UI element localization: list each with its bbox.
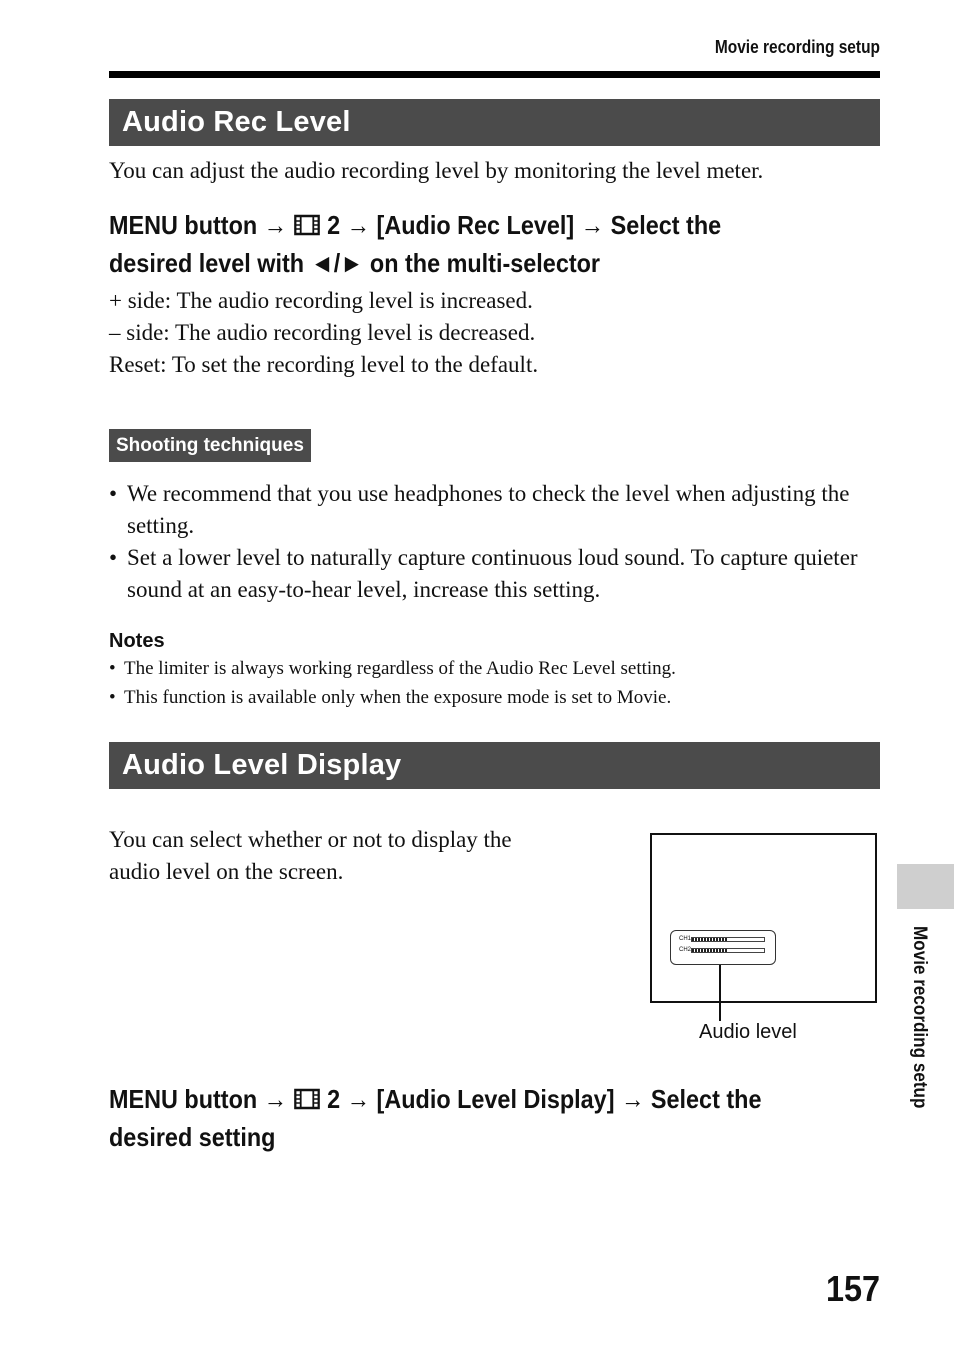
section-title-audio-rec-level: Audio Rec Level	[109, 99, 880, 146]
shooting-techniques-label: Shooting techniques	[109, 429, 311, 462]
procedure-action-continued: desired level with ◄/► on the multi-selector	[109, 248, 601, 278]
section1-intro: You can adjust the audio recording level by monitoring the level meter.	[109, 158, 764, 183]
list-item: • This function is available only when the exposure mode is set to Movie.	[109, 683, 889, 712]
channel1-label: CH1	[679, 936, 692, 942]
camera-screen-figure	[650, 833, 877, 1003]
list-item: • The limiter is always working regardless of the Audio Rec Level setting.	[109, 654, 889, 683]
section2-intro: You can select whether or not to display the audio level on the screen.	[109, 827, 512, 884]
channel2-meter-bar	[691, 948, 765, 953]
header-rule	[109, 71, 880, 78]
arrow-icon: →	[263, 210, 288, 240]
arrow-icon: →	[580, 210, 605, 240]
arrow-icon: →	[621, 1084, 645, 1114]
page-number: 157	[825, 1268, 880, 1309]
section-title-audio-level-display: Audio Level Display	[109, 742, 880, 789]
notes-label: Notes	[109, 630, 165, 652]
arrow-icon: →	[346, 1084, 371, 1114]
section1-procedure	[109, 208, 811, 281]
menu-number: 2	[327, 210, 341, 240]
techniques-list	[109, 478, 879, 606]
channel2-label: CH2	[679, 947, 692, 953]
menu-button-label: MENU button	[109, 210, 258, 240]
movie-menu-icon	[294, 211, 321, 246]
procedure-action: Select the	[610, 210, 722, 240]
chapter-side-label-text: Movie recording setup	[909, 926, 930, 1109]
section2-procedure	[109, 1082, 811, 1155]
channel1-meter-bar	[691, 937, 765, 942]
list-item: • We recommend that you use headphones to check the level when adjusting the setting.	[109, 478, 879, 542]
menu-item-name: [Audio Rec Level]	[376, 210, 575, 240]
audio-level-callout: Audio level	[699, 1021, 797, 1043]
list-item: • Set a lower level to naturally capture continuous loud sound. To capture quieter sound at an easy-to-hear level, increase this setting.	[109, 542, 879, 606]
option-plus-side: + side: The audio recording level is increased.	[109, 288, 533, 313]
audio-level-meter	[670, 930, 776, 965]
movie-menu-icon	[294, 1085, 321, 1120]
option-reset: Reset: To set the recording level to the default.	[109, 352, 539, 377]
chapter-side-label	[908, 926, 930, 1156]
notes-list	[109, 654, 889, 712]
arrow-icon: →	[263, 1084, 288, 1114]
menu-item-name: [Audio Level Display]	[376, 1084, 615, 1114]
level-options	[109, 285, 889, 381]
callout-line	[719, 965, 721, 1021]
menu-button-label: MENU button	[109, 1084, 258, 1114]
procedure-action-continued: desired setting	[109, 1122, 276, 1152]
procedure-action: Select the	[650, 1084, 762, 1114]
option-minus-side: – side: The audio recording level is decreased.	[109, 320, 536, 345]
menu-number: 2	[327, 1084, 341, 1114]
arrow-icon: →	[346, 210, 371, 240]
running-header: Movie recording setup	[714, 37, 880, 57]
chapter-side-tab	[897, 864, 954, 909]
